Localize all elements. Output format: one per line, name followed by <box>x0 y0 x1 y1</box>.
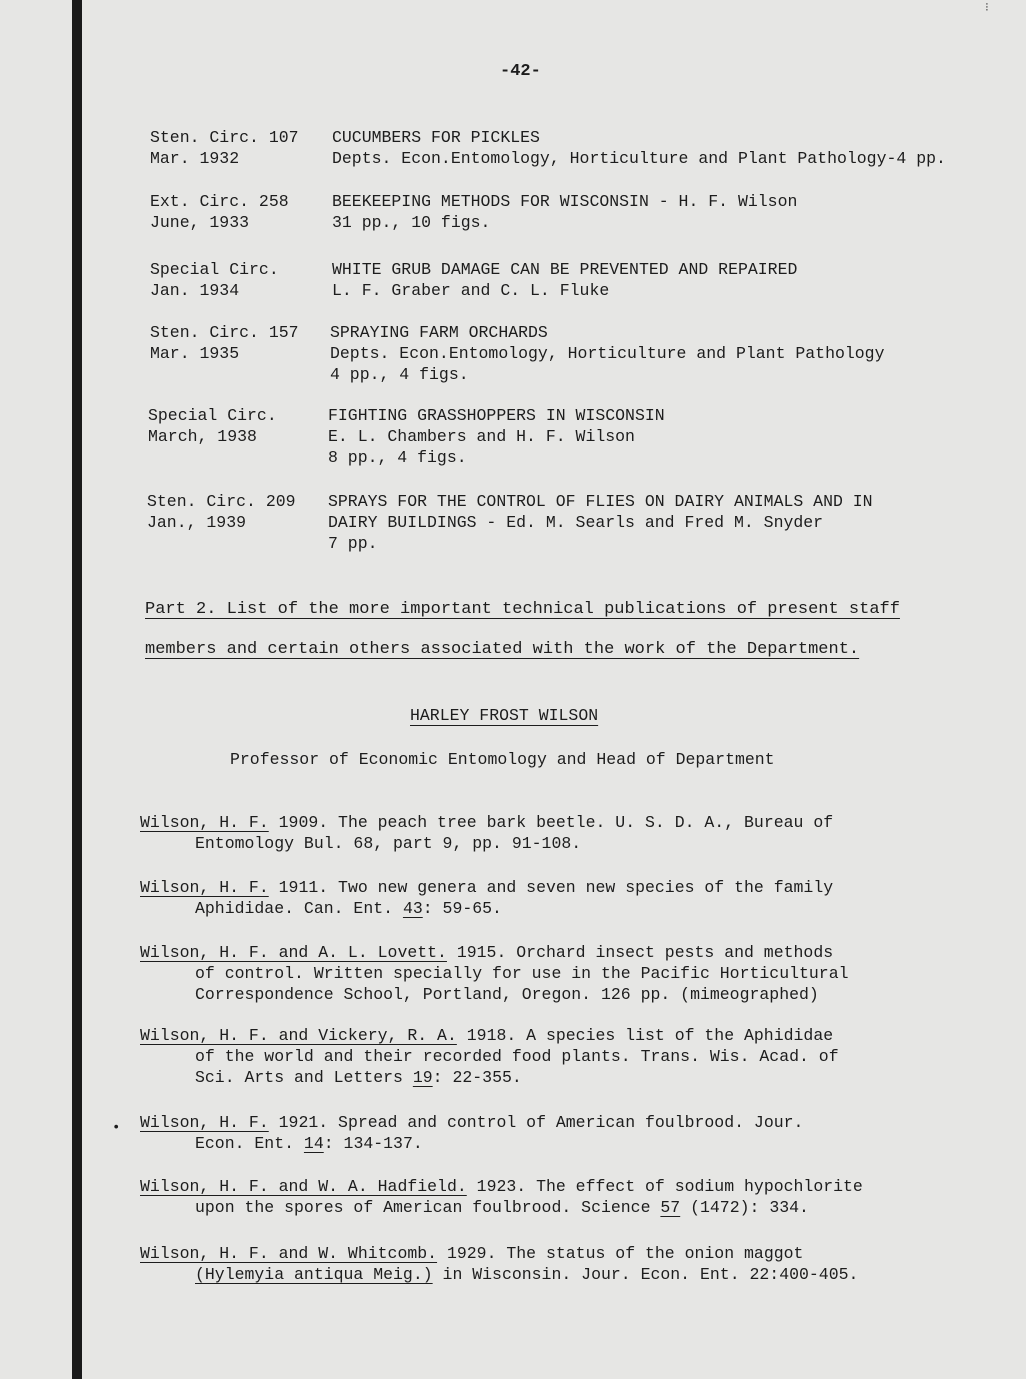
circular-line: DAIRY BUILDINGS - Ed. M. Searls and Fred M. Snyder <box>328 513 824 532</box>
ref-volume: 19 <box>412 1068 433 1087</box>
reference-entry: Wilson, H. F. and A. L. Lovett. 1915. Orchard insect pests and methods of control. Written specially for use in the Pacific Horticultural Correspondence School, Portland, Oregon. 126 pp. (mimeographed) <box>140 943 849 1004</box>
circular-date: Mar. 1932 <box>150 149 240 168</box>
reference-entry: Wilson, H. F. and W. A. Hadfield. 1923. The effect of sodium hypochlorite upon the spores of American foulbrood. Science 57 (1472): 334. <box>140 1177 863 1217</box>
circular-title: SPRAYS FOR THE CONTROL OF FLIES ON DAIRY ANIMALS AND IN <box>328 492 873 511</box>
circular-line: 31 pp., 10 figs. <box>332 213 491 232</box>
circular-date: Mar. 1935 <box>150 344 240 363</box>
ref-author: Wilson, H. F. and Vickery, R. A. <box>140 1026 457 1045</box>
circular-line: 8 pp., 4 figs. <box>328 448 467 467</box>
reference-entry: Wilson, H. F. and W. Whitcomb. 1929. The status of the onion maggot (Hylemyia antiqua Meig.) in Wisconsin. Jour. Econ. Ent. 22:400-405. <box>140 1244 859 1284</box>
circular-label: Sten. Circ. 107 <box>150 128 299 147</box>
margin-bullet: • <box>112 1120 121 1136</box>
circular-date: June, 1933 <box>150 213 250 232</box>
reference-entry: Wilson, H. F. 1921. Spread and control of American foulbrood. Jour. Econ. Ent. 14: 134-137. <box>140 1113 804 1153</box>
circular-title: CUCUMBERS FOR PICKLES <box>332 128 540 147</box>
circular-line: E. L. Chambers and H. F. Wilson <box>328 427 635 446</box>
circular-line: 4 pp., 4 figs. <box>330 365 469 384</box>
circular-title: SPRAYING FARM ORCHARDS <box>330 323 548 342</box>
binding-spine <box>72 0 82 1379</box>
staff-name: HARLEY FROST WILSON <box>410 706 599 725</box>
part2-heading-line1: Part 2. List of the more important technical publications of present staff <box>145 600 900 619</box>
ref-author: Wilson, H. F. <box>140 878 269 897</box>
circular-date: March, 1938 <box>148 427 257 446</box>
circular-line: Depts. Econ.Entomology, Horticulture and Plant Pathology <box>330 344 885 363</box>
reference-entry: Wilson, H. F. and Vickery, R. A. 1918. A species list of the Aphididae of the world and their recorded food plants. Trans. Wis. Acad. of Sci. Arts and Letters 19: 22-355. <box>140 1026 839 1087</box>
circular-title: BEEKEEPING METHODS FOR WISCONSIN - H. F. Wilson <box>332 192 798 211</box>
circular-label: Sten. Circ. 157 <box>150 323 299 342</box>
circular-title: WHITE GRUB DAMAGE CAN BE PREVENTED AND REPAIRED <box>332 260 798 279</box>
circular-line: Depts. Econ.Entomology, Horticulture and Plant Pathology-4 pp. <box>332 149 946 168</box>
ref-volume: 43 <box>402 899 423 918</box>
ref-species: (Hylemyia antiqua Meig.) <box>195 1265 433 1284</box>
staff-title: Professor of Economic Entomology and Head of Department <box>230 750 775 769</box>
part2-heading-line2: members and certain others associated with the work of the Department. <box>145 640 860 659</box>
ref-author: Wilson, H. F. <box>140 813 269 832</box>
ref-author: Wilson, H. F. and W. A. Hadfield. <box>140 1177 467 1196</box>
ref-volume: 57 <box>660 1198 681 1217</box>
ref-author: Wilson, H. F. and W. Whitcomb. <box>140 1244 438 1263</box>
circular-date: Jan., 1939 <box>147 513 247 532</box>
circular-label: Sten. Circ. 209 <box>147 492 296 511</box>
ref-author: Wilson, H. F. and A. L. Lovett. <box>140 943 447 962</box>
reference-entry: Wilson, H. F. 1909. The peach tree bark beetle. U. S. D. A., Bureau of Entomology Bul. 68, part 9, pp. 91-108. <box>140 813 834 853</box>
circular-line: 7 pp. <box>328 534 378 553</box>
ref-author: Wilson, H. F. <box>140 1113 269 1132</box>
circular-label: Ext. Circ. 258 <box>150 192 289 211</box>
circular-line: L. F. Graber and C. L. Fluke <box>332 281 610 300</box>
circular-title: FIGHTING GRASSHOPPERS IN WISCONSIN <box>328 406 665 425</box>
circular-label: Special Circ. <box>148 406 277 425</box>
ref-volume: 14 <box>303 1134 324 1153</box>
circular-label: Special Circ. <box>150 260 279 279</box>
page-number: -42- <box>500 62 541 81</box>
reference-entry: Wilson, H. F. 1911. Two new genera and seven new species of the family Aphididae. Can. Ent. 43: 59-65. <box>140 878 834 918</box>
margin-mark: ⁝ <box>985 1 989 15</box>
circular-date: Jan. 1934 <box>150 281 240 300</box>
